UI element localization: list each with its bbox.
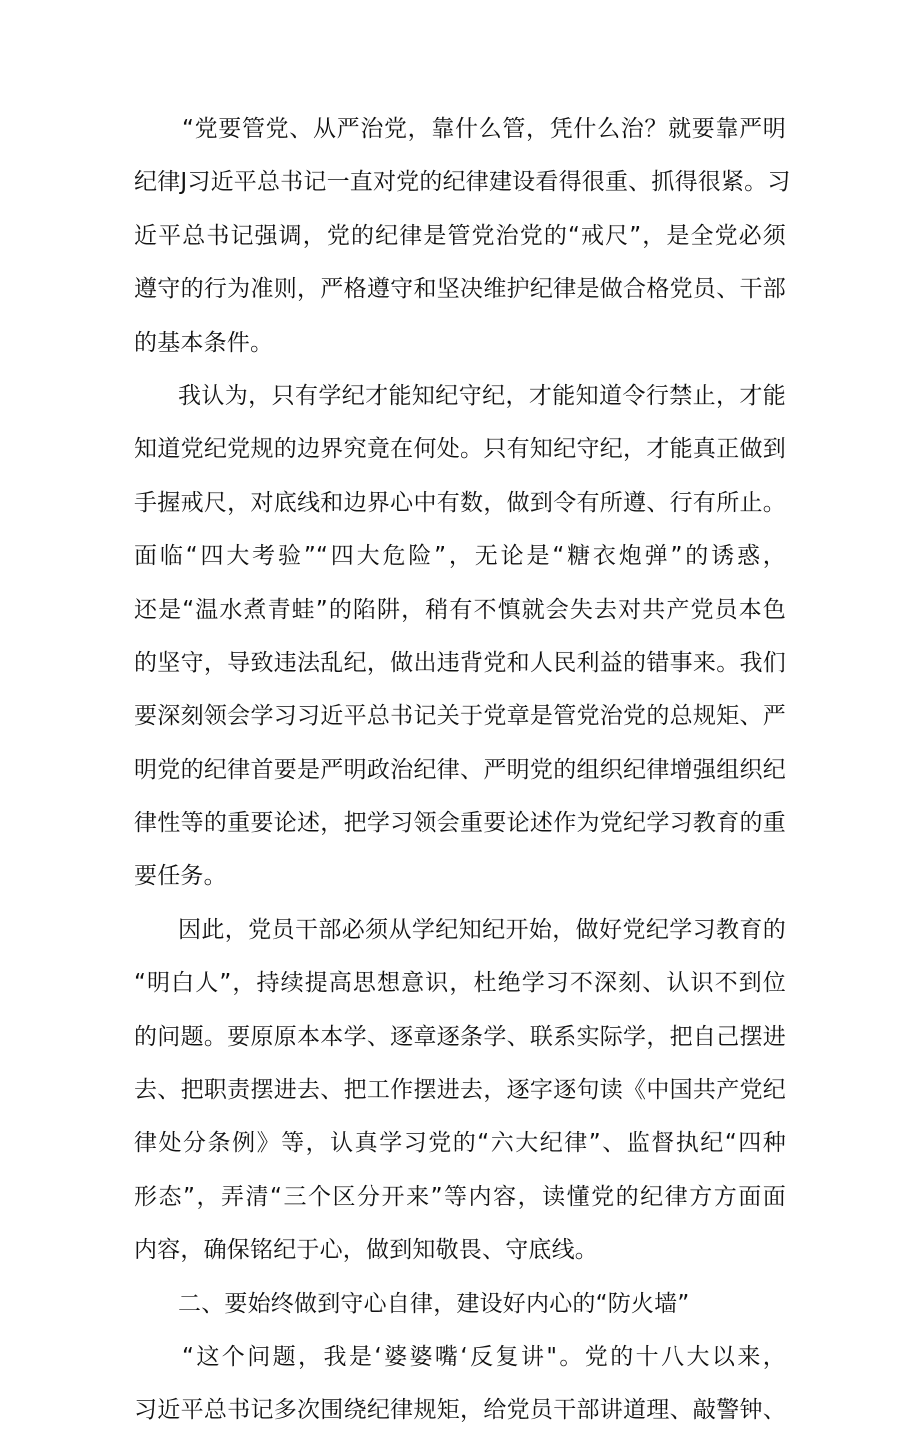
text-line: 律处分条例》等，认真学习党的“六大纪律”、监督执纪“四种 <box>134 1130 786 1157</box>
text-line: 还是“温水煮青蛙”的陷阱，稍有不慎就会失去对共产党员本色 <box>134 596 786 623</box>
text-line: 遵守的行为准则，严格遵守和坚决维护纪律是做合格党员、干部 <box>134 276 786 303</box>
text-line: 近平总书记强调，党的纪律是管党治党的“戒尺”，是全党必须 <box>134 222 786 249</box>
paragraph-2 <box>134 370 786 904</box>
section-heading <box>134 1278 786 1331</box>
text-line: 要深刻领会学习习近平总书记关于党章是管党治党的总规矩、严 <box>134 703 786 730</box>
paragraph-4 <box>134 1331 786 1438</box>
text-line: 的坚守，导致违法乱纪，做出违背党和人民利益的错事来。我们 <box>134 649 786 676</box>
document-body <box>134 103 791 1438</box>
text-line: 知道党纪党规的边界究竟在何处。只有知纪守纪，才能真正做到 <box>134 436 786 463</box>
text-line: 内容，确保铭纪于心，做到知敬畏、守底线。 <box>134 1237 598 1264</box>
paragraph-1 <box>134 103 791 370</box>
heading-line: 二、要始终做到守心自律，建设好内心的“防火墙” <box>178 1290 690 1317</box>
text-line: 因此，党员干部必须从学纪知纪开始，做好党纪学习教育的 <box>178 916 786 943</box>
text-line: 面临“四大考验”“四大危险”，无论是“糖衣炮弹”的诱惑， <box>134 543 786 570</box>
text-line: 我认为，只有学纪才能知纪守纪，才能知道令行禁止，才能 <box>178 382 786 409</box>
text-line: 习近平总书记多次围绕纪律规矩，给党员干部讲道理、敲警钟、 <box>134 1397 786 1424</box>
text-line: 手握戒尺，对底线和边界心中有数，做到令有所遵、行有所止。 <box>134 489 786 516</box>
text-line: 去、把职责摆进去、把工作摆进去，逐字逐句读《中国共产党纪 <box>134 1077 786 1104</box>
text-line: 的基本条件。 <box>134 329 274 356</box>
text-line: “这个问题，我是‘婆婆嘴‘反复讲"。党的十八大以来， <box>182 1343 786 1370</box>
text-line: “党要管党、从严治党，靠什么管，凭什么治？就要靠严明 <box>182 116 786 142</box>
text-line: “明白人”，持续提高思想意识，杜绝学习不深刻、认识不到位 <box>134 970 786 997</box>
paragraph-3 <box>134 904 786 1278</box>
text-line: 律性等的重要论述，把学习领会重要论述作为党纪学习教育的重 <box>134 810 786 837</box>
text-line: 明党的纪律首要是严明政治纪律、严明党的组织纪律增强组织纪 <box>134 756 786 783</box>
text-line: 纪律J习近平总书记一直对党的纪律建设看得很重、抓得很紧。习 <box>134 169 791 196</box>
text-line: 的问题。要原原本本学、逐章逐条学、联系实际学，把自己摆进 <box>134 1023 786 1050</box>
text-line: 要任务。 <box>134 863 227 890</box>
text-line: 形态”，弄清“三个区分开来”等内容，读懂党的纪律方方面面 <box>134 1183 786 1210</box>
